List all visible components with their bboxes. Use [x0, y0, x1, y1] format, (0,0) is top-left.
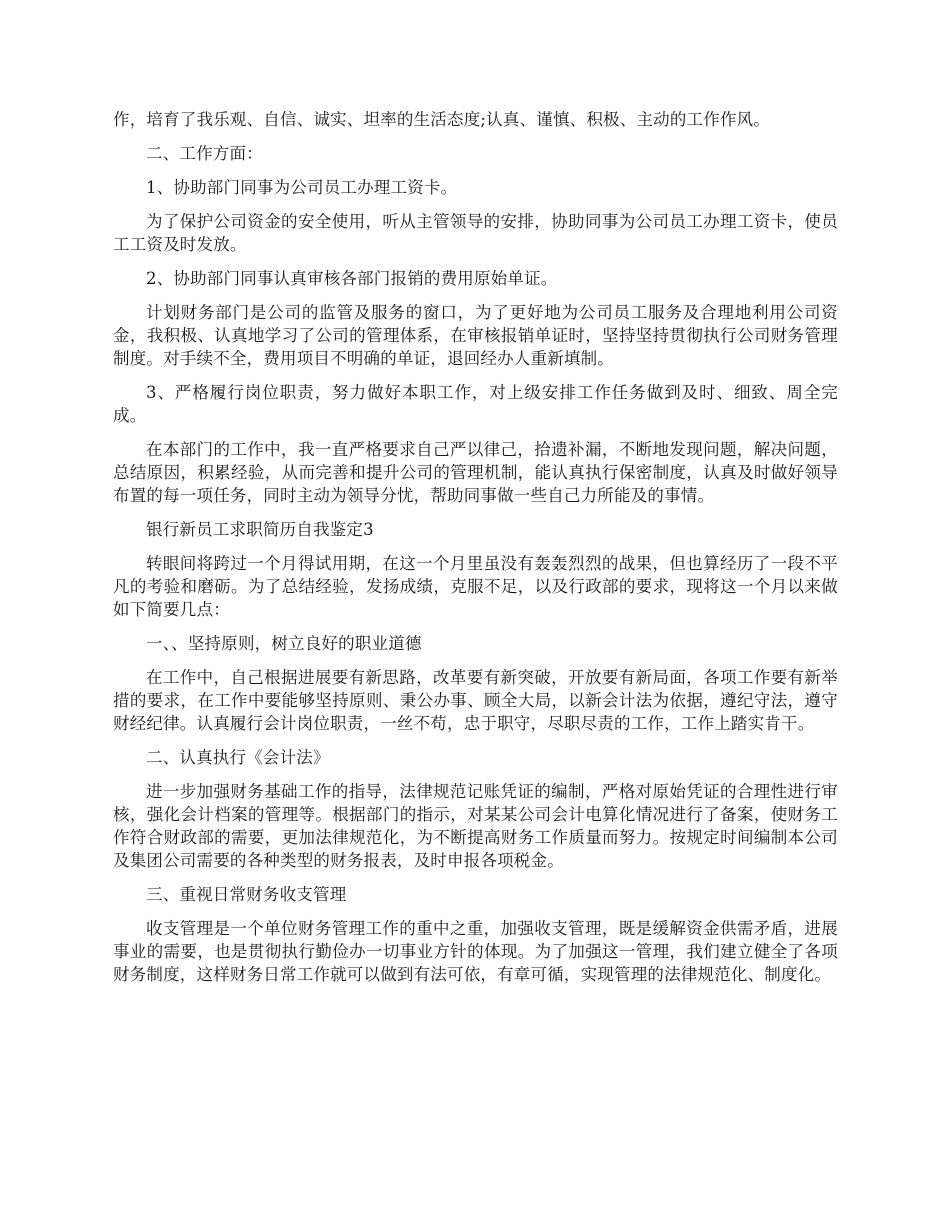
item-heading-2: 2、协助部门同事认真审核各部门报销的费用原始单证。: [146, 269, 558, 288]
paragraph-3: 计划财务部门是公司的监管及服务的窗口，为了更好地为公司员工服务及合理地利用公司资金，我积极、认真地学习了公司的管理体系，在审核报销单证时，坚持坚持贯彻执行公司财务管理制度。对手续不全，费用项目不明确的单证，退回经办人重新填制。: [113, 303, 838, 368]
section-heading-finance-management: 三、重视日常财务收支管理: [146, 885, 347, 904]
section-heading-accounting-law: 二、认真执行《会计法》: [146, 748, 330, 767]
paragraph-1: 作，培育了我乐观、自信、诚实、坦率的生活态度;认真、谨慎、积极、主动的工作作风。: [113, 110, 771, 129]
document-page: [113, 108, 838, 997]
paragraph-2: 为了保护公司资金的安全使用，听从主管领导的安排，协助同事为公司员工办理工资卡，使员工工资及时发放。: [113, 212, 838, 254]
paragraph-6: 在工作中，自己根据进展要有新思路，改革要有新突破，开放要有新局面，各项工作要有新举措的要求，在工作中要能够坚持原则、秉公办事、顾全大局，以新会计法为依据，遵纪守法，遵守财经纪律。认真履行会计岗位职责，一丝不苟，忠于职守，尽职尽责的工作，工作上踏实肯干。: [113, 668, 838, 733]
paragraph-7: 进一步加强财务基础工作的指导，法律规范记账凭证的编制，严格对原始凭证的合理性进行审核，强化会计档案的管理等。根据部门的指示，对某某公司会计电算化情况进行了备案，使财务工作符合财政部的需要，更加法律规范化，为不断提高财务工作质量而努力。按规定时间编制本公司及集团公司需要的各种类型的财务报表，及时申报各项税金。: [113, 782, 838, 870]
section-heading-principles: 一、、坚持原则，树立良好的职业道德: [146, 634, 422, 653]
paragraph-8: 收支管理是一个单位财务管理工作的重中之重，加强收支管理，既是缓解资金供需矛盾，进展事业的需要，也是贯彻执行勤俭办一切事业方针的体现。为了加强这一管理，我们建立健全了各项财务制度，这样财务日常工作就可以做到有法可依，有章可循，实现管理的法律规范化、制度化。: [113, 919, 838, 984]
article-title: 银行新员工求职简历自我鉴定3: [146, 520, 374, 539]
item-heading-3: 3、严格履行岗位职责，努力做好本职工作，对上级安排工作任务做到及时、细致、周全完成。: [113, 383, 838, 425]
section-heading-work: 二、工作方面：: [146, 144, 263, 163]
paragraph-5: 转眼间将跨过一个月得试用期，在这一个月里虽没有轰轰烈烈的战果，但也算经历了一段不平凡的考验和磨砺。为了总结经验，发扬成绩，克服不足，以及行政部的要求，现将这一个月以来做如下简要几点：: [113, 554, 838, 619]
paragraph-4: 在本部门的工作中，我一直严格要求自己严以律己，拾遗补漏，不断地发现问题，解决问题，总结原因，积累经验，从而完善和提升公司的管理机制，能认真执行保密制度，认真及时做好领导布置的每一项任务，同时主动为领导分忧，帮助同事做一些自己力所能及的事情。: [113, 440, 838, 505]
item-heading-1: 1、协助部门同事为公司员工办理工资卡。: [146, 178, 458, 197]
